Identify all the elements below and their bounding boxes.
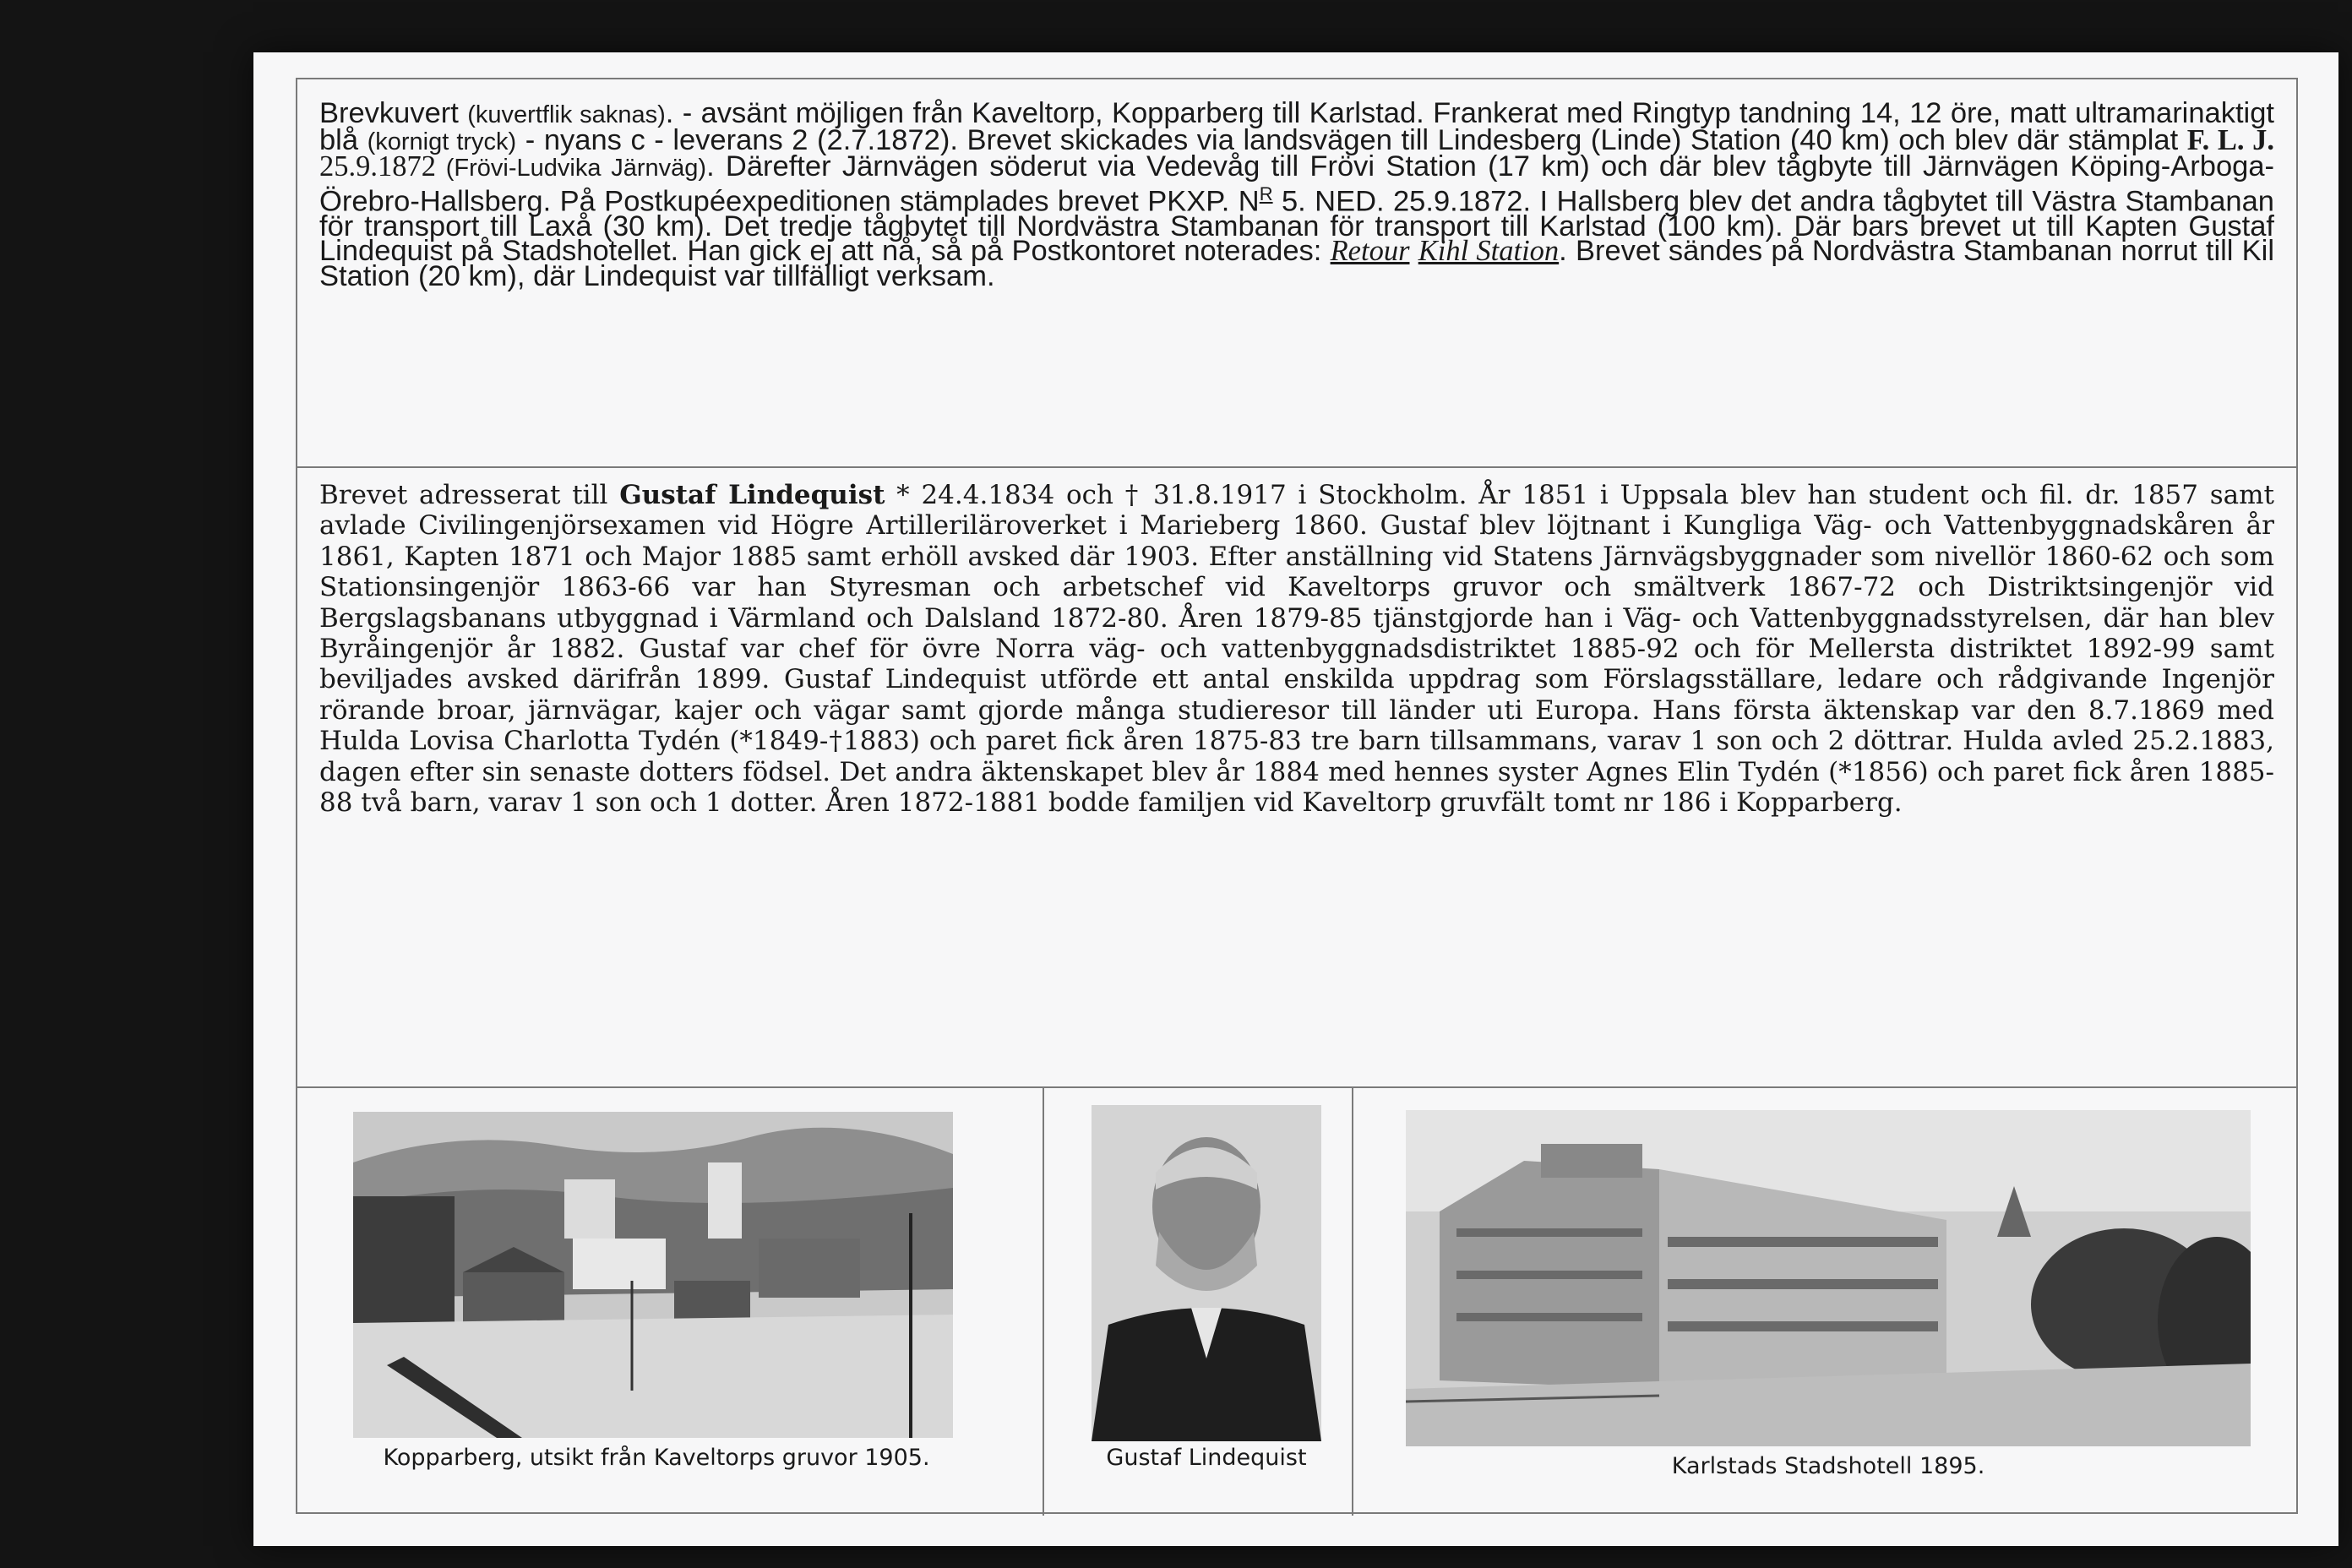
content-frame — [296, 78, 2298, 1514]
postal-history-text: Brevkuvert (kuvertflik saknas). - avsänt möjligen från Kaveltorp, Kopparberg till Karlstad. Frankerat med Ringtyp tandning 14, 12 öre, matt ultramarinaktigt blå (kornigt tryck) - nyans c - leverans 2 (2.7.1872). Brevet skickades via landsvägen till Lindesberg (Linde) Station (40 km) och blev där stämplat F. L. J. 25.9.1872 (Frövi-Ludvika Järnväg). Därefter Järnvägen söderut via Vedevåg till Frövi Station (17 km) och där blev tågbyte till Järnvägen Köping-Arboga-Örebro-Hallsberg. På Postkupéexpeditionen stämplades brevet PKXP. $N^R$ 5. NED. 25.9.1872. I Hallsberg blev det andra tågbytet till Västra Stambanan för transport till Laxå (30 km). Det tredje tågbytet till Nordvästra Stambanan för transport till Karlstad (100 km). Där bars brevet ut till Kapten Gustaf Lindequist på Stadshotellet. Han gick ej att nå, så på Postkontoret noterades: Retour Kihl Station. Brevet sändes på Nordvästra Stambanan norrut till Kil Station (20 km), där Lindequist var tillfälligt verksam. — [319, 97, 2274, 293]
addressee-name: Gustaf Lindequist — [619, 480, 885, 510]
info-card — [253, 52, 2338, 1546]
divider-right — [1352, 1088, 1353, 1516]
photo-row — [297, 1088, 2296, 1516]
postal-history-section — [297, 79, 2296, 468]
portrait-photo — [1092, 1105, 1321, 1441]
retour-note: Retour — [1330, 235, 1410, 268]
divider-left — [1043, 1088, 1044, 1516]
kopparberg-photo — [353, 1112, 953, 1438]
caption-stadshotell: Karlstads Stadshotell 1895. — [1671, 1453, 1985, 1479]
biography-text: Brevet adresserat till Gustaf Lindequist * 24.4.1834 och † 31.8.1917 i Stockholm. År 1851 i Uppsala blev han student och fil. dr. 1857 samt avlade Civilingenjörsexamen vid Högre Artilleriläroverket i Marieberg 1860. Gustaf blev löjtnant i Kungliga Väg- och Vattenbyggnadskåren år 1861, Kapten 1871 och Major 1885 samt erhöll avsked där 1903. Efter anställning vid Statens Järnvägsbyggnader som nivellör 1860-62 och som Stationsingenjör 1863-66 var han Styresman och arbetschef vid Kaveltorps gruvor och smältverk 1867-72 och Distriktsingenjör vid Bergslagsbanans utbyggnad i Värmland och Dalsland 1872-80. Åren 1879-85 tjänstgjorde han i Väg- och Vattenbyggnadsstyrelsen, där han blev Byråingenjör år 1882. Gustaf var chef för övre Norra väg- och vattenbyggnadsdistriktet 1885-92 och för Mellersta distriktet 1892-99 samt beviljades avsked därifrån 1899. Gustaf Lindequist utförde ett antal enskilda uppdrag som Förslagsställare, ledare och rådgivande Ingenjör rörande broar, järnvägar, kajer och vägar samt gjorde många studieresor till länder uti Europa. Hans första äktenskap var den 8.7.1869 med Hulda Lovisa Charlotta Tydén (*1849-†1883) och paret fick åren 1875-83 tre barn tillsammans, varav 1 son och 2 döttrar. Hulda avled 25.2.1883, dagen efter sin senaste dotters födsel. Det andra äktenskapet blev år 1884 med hennes syster Agnes Elin Tydén (*1856) och paret fick åren 1885-88 två barn, varav 1 son och 1 dotter. Åren 1872-1881 bodde familjen vid Kaveltorp gruvfält tomt nr 186 i Kopparberg. — [319, 480, 2275, 819]
caption-kopparberg: Kopparberg, utsikt från Kaveltorps gruvor 1905. — [383, 1445, 930, 1471]
kihl-station-note: Kihl Station — [1418, 235, 1560, 268]
stadshotell-photo — [1406, 1110, 2251, 1446]
caption-portrait: Gustaf Lindequist — [1106, 1445, 1307, 1471]
biography-section — [297, 468, 2296, 1088]
